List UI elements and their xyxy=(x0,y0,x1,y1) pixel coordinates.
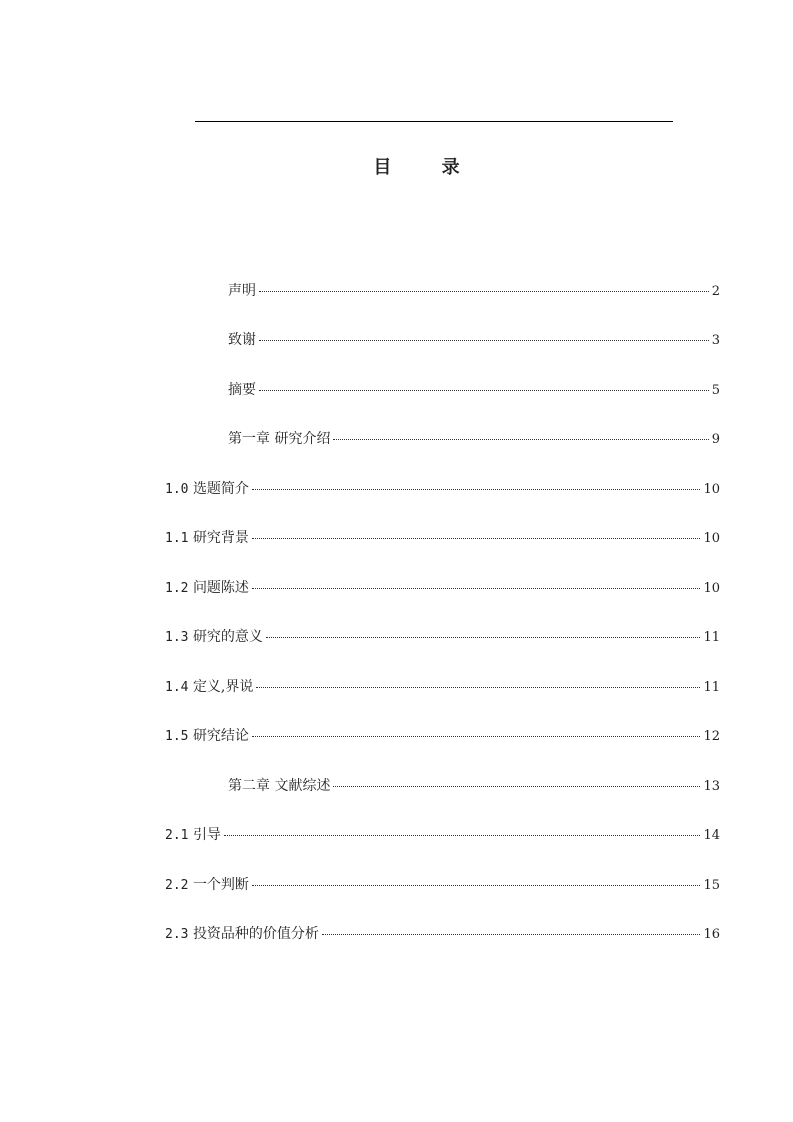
toc-entry-number: 2.2 xyxy=(165,878,189,893)
toc-leader-dots xyxy=(333,439,708,440)
toc-entry-label: 研究结论 xyxy=(192,728,249,744)
toc-entry[interactable] xyxy=(165,923,720,943)
toc-entry-label: 研究背景 xyxy=(192,530,249,546)
toc-entry[interactable] xyxy=(228,775,720,795)
toc-entry-page: 10 xyxy=(703,581,720,596)
toc-leader-dots xyxy=(333,786,700,787)
toc-entry-number: 1.3 xyxy=(165,630,189,645)
toc-leader-dots xyxy=(259,340,709,341)
toc-entry[interactable] xyxy=(228,280,720,300)
toc-entry-label: 定义,界说 xyxy=(192,679,254,695)
toc-entry-label: 声明 xyxy=(228,283,256,299)
toc-entry-page: 14 xyxy=(703,828,720,843)
toc-leader-dots xyxy=(259,291,709,292)
toc-entry-number: 1.0 xyxy=(165,482,189,497)
toc-entry-label: 第一章 研究介绍 xyxy=(228,431,331,447)
toc-entry-page: 10 xyxy=(703,531,720,546)
toc-entry-label: 研究的意义 xyxy=(192,629,263,645)
toc-entry[interactable] xyxy=(228,329,720,349)
toc-entry-page: 5 xyxy=(711,383,720,398)
toc-leader-dots xyxy=(252,736,701,737)
toc-entry-number: 2.3 xyxy=(165,927,189,942)
toc-entry-page: 16 xyxy=(703,927,720,942)
toc-entry-page: 15 xyxy=(703,878,720,893)
toc-entry-page: 10 xyxy=(703,482,720,497)
toc-entry-page: 3 xyxy=(711,333,720,348)
toc-entry[interactable] xyxy=(165,824,720,844)
toc-entry-label: 问题陈述 xyxy=(192,580,249,596)
toc-leader-dots xyxy=(252,538,701,539)
toc-entry-label: 引导 xyxy=(192,827,221,843)
toc-entry-page: 13 xyxy=(703,779,720,794)
toc-entry[interactable] xyxy=(165,577,720,597)
toc-leader-dots xyxy=(252,489,701,490)
toc-entry[interactable] xyxy=(165,725,720,745)
toc-leader-dots xyxy=(259,390,709,391)
toc-entry[interactable] xyxy=(165,478,720,498)
toc-entry[interactable] xyxy=(165,626,720,646)
toc-entry-label: 选题简介 xyxy=(192,481,249,497)
page-title: 目 录 xyxy=(373,157,482,178)
toc-entry[interactable] xyxy=(165,676,720,696)
toc-leader-dots xyxy=(224,835,701,836)
toc-entry-page: 11 xyxy=(703,630,720,645)
toc-entry-number: 2.1 xyxy=(165,828,189,843)
toc-leader-dots xyxy=(252,885,701,886)
toc-leader-dots xyxy=(256,687,700,688)
toc-entry-page: 11 xyxy=(703,680,720,695)
toc-entry-label: 一个判断 xyxy=(192,877,249,893)
toc-entry-label: 致谢 xyxy=(228,332,256,348)
toc-entry-number: 1.1 xyxy=(165,531,189,546)
toc-entry[interactable] xyxy=(228,379,720,399)
toc-entry[interactable] xyxy=(165,874,720,894)
toc-entry-page: 2 xyxy=(711,284,720,299)
toc-entry-page: 9 xyxy=(711,432,720,447)
toc-entry-number: 1.4 xyxy=(165,680,189,695)
toc-entry-label: 摘要 xyxy=(228,382,256,398)
toc-leader-dots xyxy=(266,637,701,638)
toc-leader-dots xyxy=(322,934,701,935)
toc-entry-label: 第二章 文献综述 xyxy=(228,778,331,794)
toc-leader-dots xyxy=(252,588,701,589)
toc-entry-page: 12 xyxy=(703,729,720,744)
toc-entry[interactable] xyxy=(228,428,720,448)
toc-entry[interactable] xyxy=(165,527,720,547)
toc-entry-label: 投资品种的价值分析 xyxy=(192,926,319,942)
toc-entry-number: 1.5 xyxy=(165,729,189,744)
toc-entry-number: 1.2 xyxy=(165,581,189,596)
